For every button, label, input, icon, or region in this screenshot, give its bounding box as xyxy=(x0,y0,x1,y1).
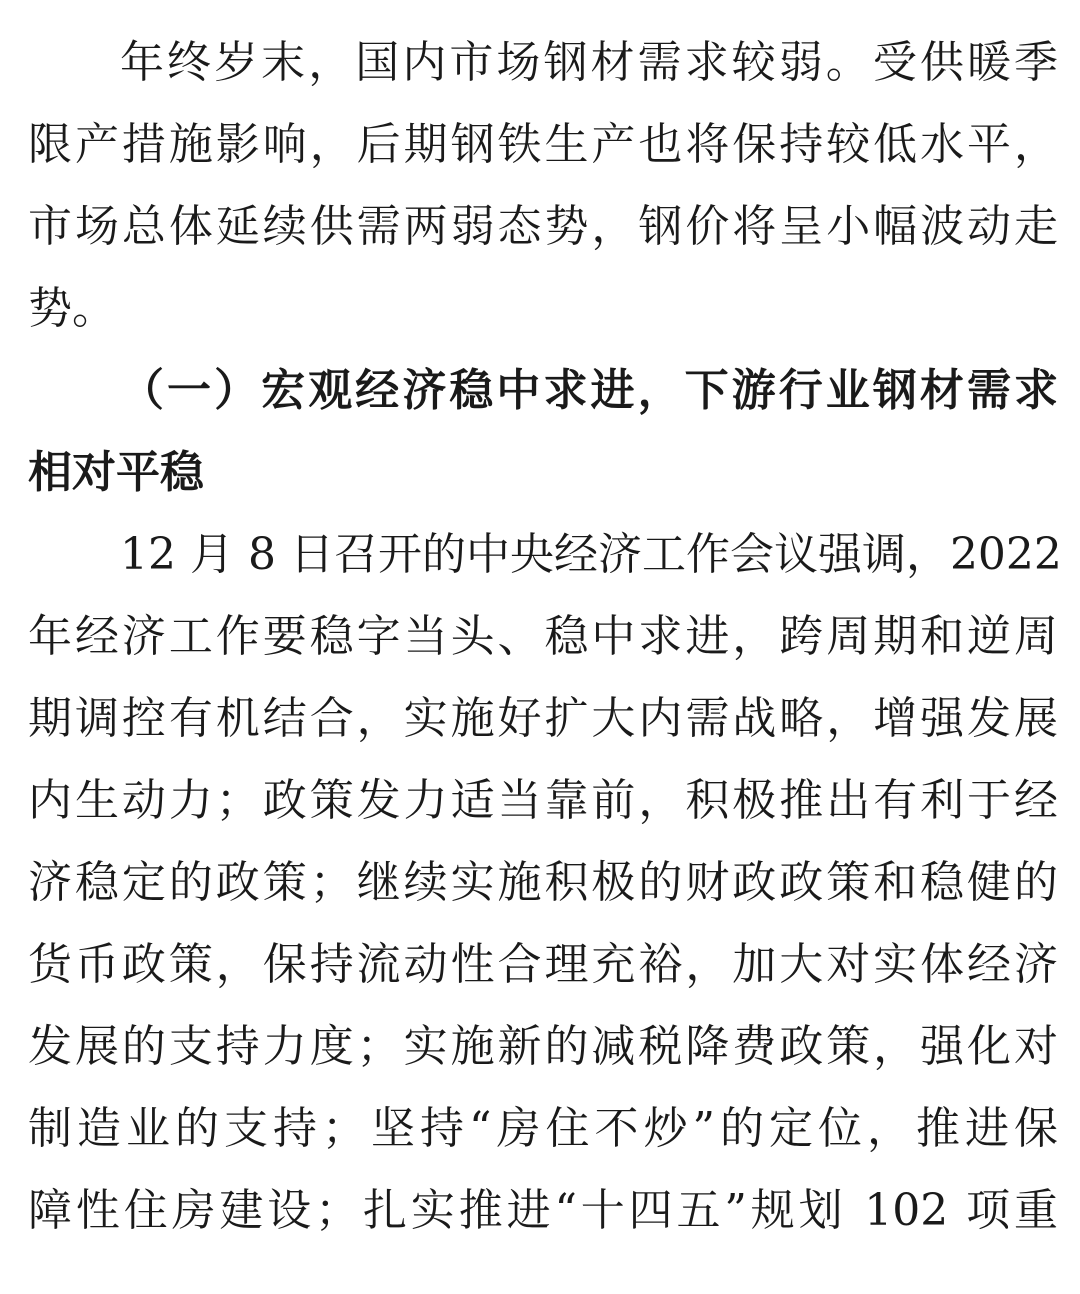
paragraph-economic-conference xyxy=(28,514,1062,1252)
heading-line: 相对平稳 xyxy=(28,447,204,498)
text-line: 势。 xyxy=(28,283,116,334)
document-page xyxy=(28,22,1062,1252)
text-line: 内生动力；政策发力适当靠前，积极推出有利于经 xyxy=(28,775,1058,826)
text-line: 货币政策，保持流动性合理充裕，加大对实体经济 xyxy=(28,939,1058,990)
text-line: 期调控有机结合，实施好扩大内需战略，增强发展 xyxy=(28,693,1058,744)
text-line: 发展的支持力度；实施新的减税降费政策，强化对 xyxy=(28,1021,1058,1072)
paragraph-market-outlook xyxy=(28,22,1058,350)
heading-line: （一）宏观经济稳中求进，下游行业钢材需求 xyxy=(120,365,1058,416)
text-line: 障性住房建设；扎实推进“十四五”规划 102 项重 xyxy=(28,1185,1058,1236)
text-line: 12 月 8 日召开的中央经济工作会议强调，2022 xyxy=(120,529,1062,580)
section-heading xyxy=(28,350,1058,514)
text-line: 年经济工作要稳字当头、稳中求进，跨周期和逆周 xyxy=(28,611,1058,662)
text-line: 济稳定的政策；继续实施积极的财政政策和稳健的 xyxy=(28,857,1058,908)
text-line: 市场总体延续供需两弱态势，钢价将呈小幅波动走 xyxy=(28,201,1058,252)
text-line: 年终岁末，国内市场钢材需求较弱。受供暖季 xyxy=(120,37,1058,88)
text-line: 制造业的支持；坚持“房住不炒”的定位，推进保 xyxy=(28,1103,1058,1154)
text-line: 限产措施影响，后期钢铁生产也将保持较低水平， xyxy=(28,119,1058,170)
